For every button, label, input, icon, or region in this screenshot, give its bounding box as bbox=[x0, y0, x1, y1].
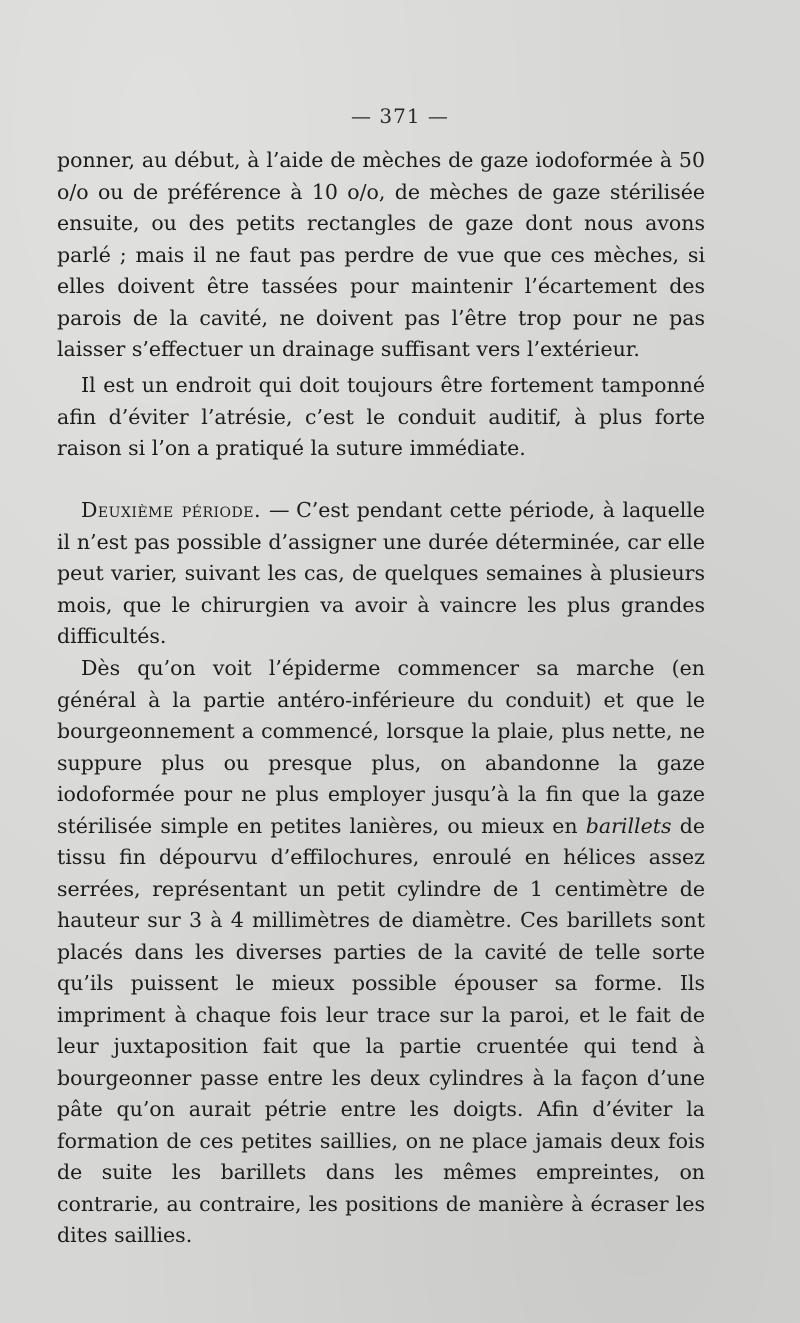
paragraph-3-text: C’est pendant cette période, à laquelle il n’est pas possible d’assigner une durée déterminée, car elle peut varier, suivant les cas, de quelques semaines à plusieurs mois, que le chirurgien va avoir à vaincre les plus grandes difficultés. bbox=[57, 498, 705, 648]
paragraph-barillets bbox=[57, 653, 705, 1252]
paragraph-1-text: ponner, au début, à l’aide de mèches de gaze iodoformée à 50 o/o ou de préférence à 10 o/o, de mèches de gaze stérilisée ensuite, ou des petits rectangles de gaze dont nous avons parlé ; mais il ne faut pas perdre de vue que ces mèches, si elles doivent être tassées pour maintenir l’écartement des parois de la cavité, ne doivent pas l’être trop pour ne pas laisser s’effectuer un drainage suffisant vers l’extérieur. bbox=[57, 148, 705, 361]
paragraph-atresia bbox=[57, 370, 705, 465]
paragraph-continuation bbox=[57, 145, 705, 366]
section-deuxieme-periode bbox=[57, 495, 705, 653]
paragraph-2-text: Il est un endroit qui doit toujours être fortement tamponné afin d’éviter l’atrésie, c’est le conduit auditif, à plus forte raison si l’on a pratiqué la suture immédiate. bbox=[57, 373, 705, 460]
emphasized-term: barillets bbox=[585, 813, 672, 838]
paragraph-3 bbox=[57, 495, 705, 653]
page-number: — 371 — bbox=[351, 104, 449, 128]
section-title: Deuxième période. — bbox=[81, 498, 291, 522]
paragraph-4 bbox=[57, 653, 705, 1252]
paragraph-4-text-before: Dès qu’on voit l’épiderme commencer sa marche (en général à la partie antéro-inférieure du conduit) et que le bourgeonnement a commencé, lorsque la plaie, plus nette, ne suppure plus ou presque plus, on abandonne la gaze iodoformée pour ne plus employer jusqu’à la fin que la gaze stérilisée simple en petites lanières, ou mieux en bbox=[57, 656, 705, 838]
paragraph-4-text-after: de tissu fin dépourvu d’effilochures, enroulé en hélices assez serrées, représentant un petit cylindre de 1 centimètre de hauteur sur 3 à 4 millimètres de diamètre. Ces barillets sont placés dans les diverses parties de la cavité de telle sorte qu’ils puissent le mieux possible épouser sa forme. Ils impriment à chaque fois leur trace sur la paroi, et le fait de leur juxtaposition fait que la partie cruentée qui tend à bourgeonner passe entre les deux cylindres à la façon d’une pâte qu’on aurait pétrie entre les doigts. Afin d’éviter la formation de ces petites saillies, on ne place jamais deux fois de suite les barillets dans les mêmes empreintes, on contrarie, au contraire, les positions de manière à écraser les dites saillies. bbox=[57, 813, 705, 1247]
